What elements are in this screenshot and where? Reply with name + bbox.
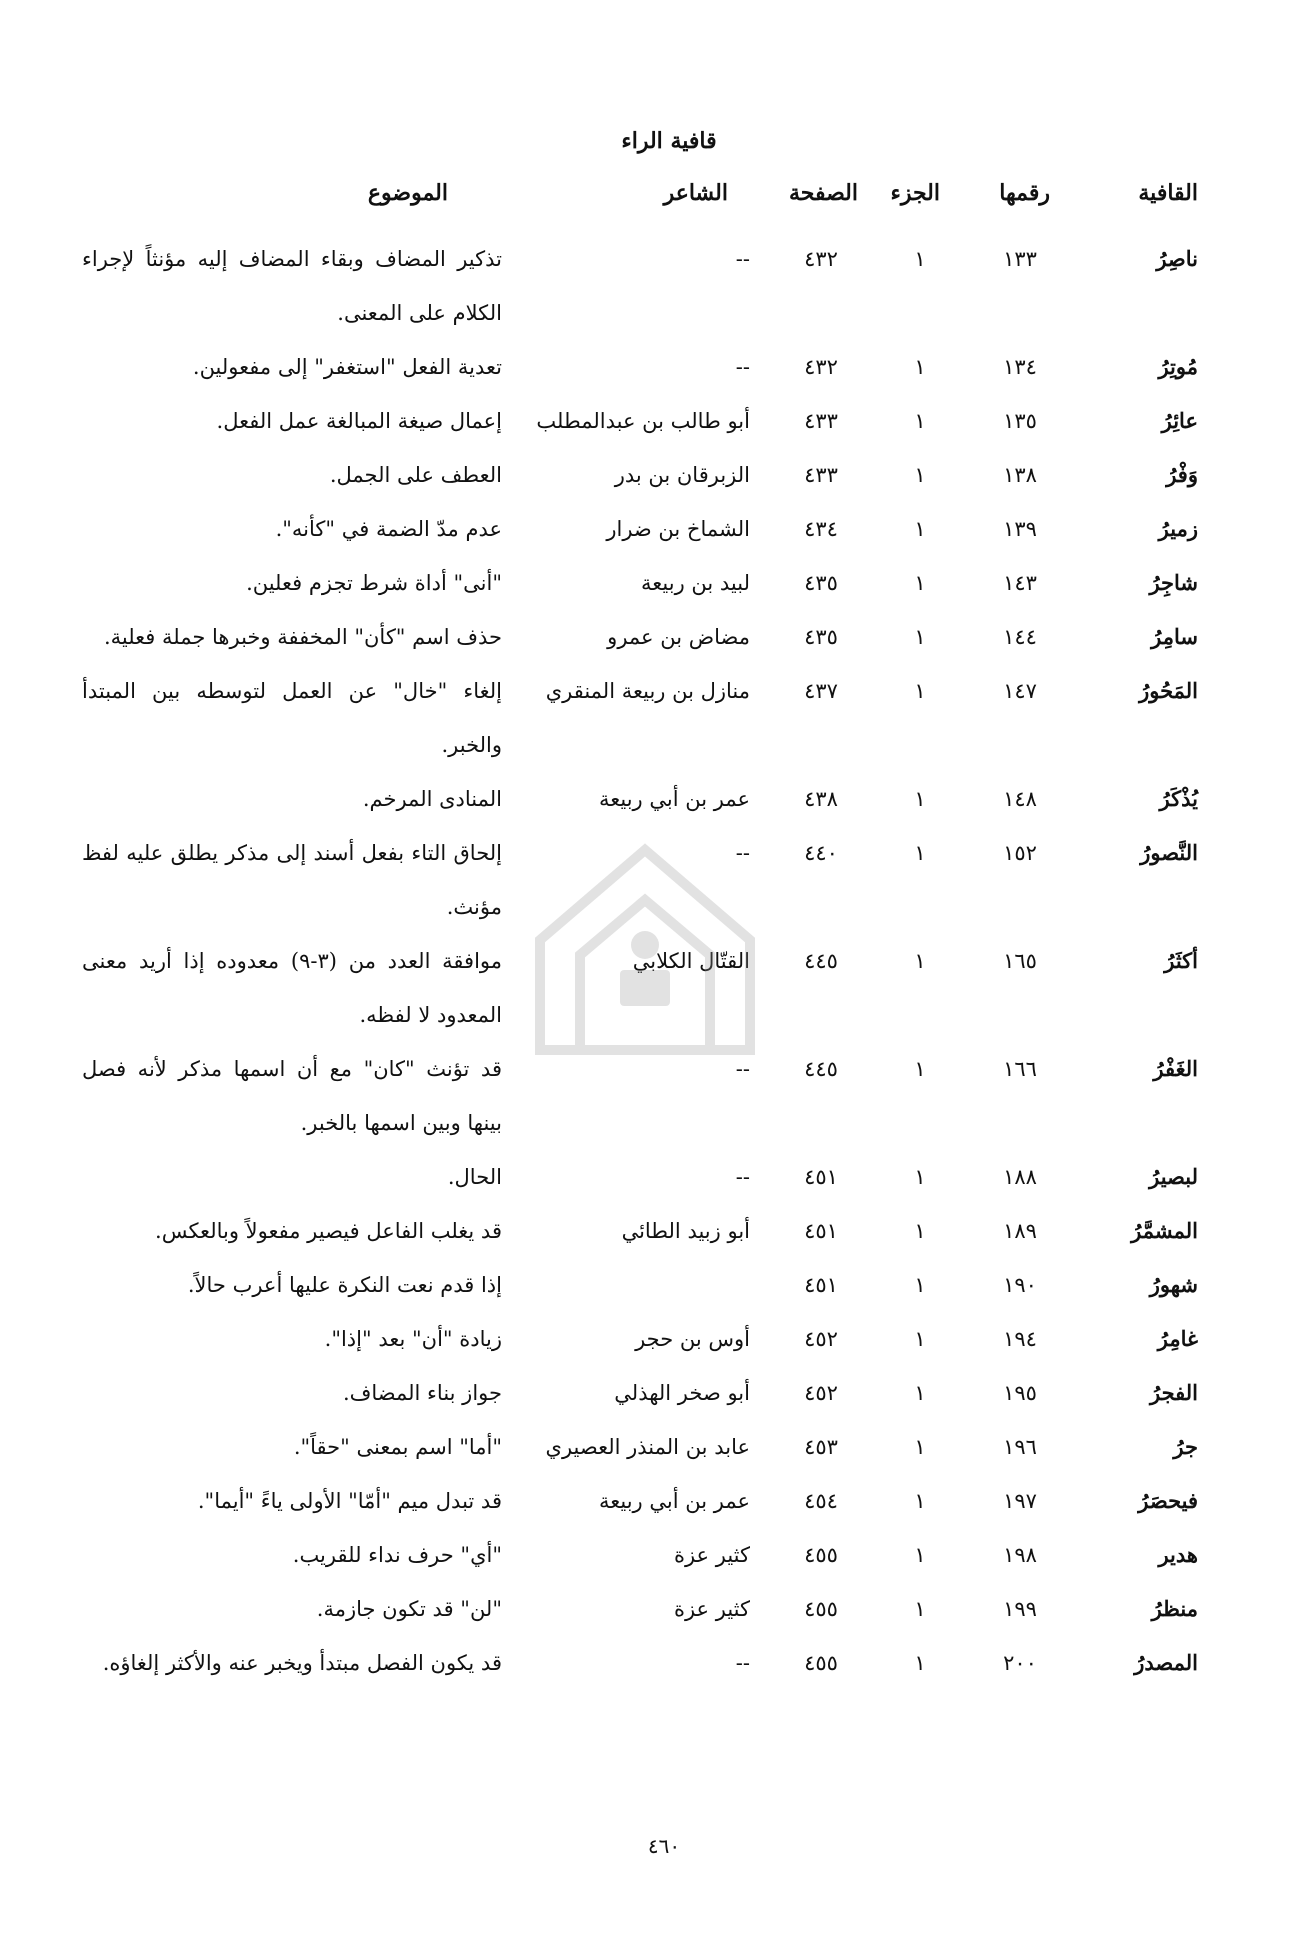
page-cell: ٤٤٥ <box>804 949 838 973</box>
number-cell: ١٣٩ <box>1003 517 1037 541</box>
page-cell: ٤٥٥ <box>804 1651 838 1675</box>
poet-cell: أبو صخر الهذلي <box>614 1381 750 1405</box>
table-row <box>0 610 1308 664</box>
header-number: رقمها <box>999 180 1050 206</box>
juz-cell: ١ <box>914 1597 926 1621</box>
table-row <box>0 556 1308 610</box>
number-cell: ١٩٤ <box>1003 1327 1037 1351</box>
topic-cell: "أنى" أداة شرط تجزم فعلين. <box>246 571 502 595</box>
juz-cell: ١ <box>914 1435 926 1459</box>
juz-cell: ١ <box>914 949 926 973</box>
juz-cell: ١ <box>914 1651 926 1675</box>
number-cell: ١٩٨ <box>1003 1543 1037 1567</box>
topic-cell: "أي" حرف نداء للقريب. <box>292 1543 502 1567</box>
page-cell: ٤٥١ <box>804 1219 838 1243</box>
juz-cell: ١ <box>914 247 926 271</box>
page-cell: ٤٣٣ <box>804 463 838 487</box>
juz-cell: ١ <box>914 679 926 703</box>
page-cell: ٤٥٤ <box>804 1489 838 1513</box>
poet-cell: الشماخ بن ضرار <box>606 517 750 541</box>
juz-cell: ١ <box>914 571 926 595</box>
page-cell: ٤٣٢ <box>804 355 838 379</box>
number-cell: ١٣٣ <box>1003 247 1037 271</box>
juz-cell: ١ <box>914 1057 926 1081</box>
qafiya-cell: ناصِرُ <box>1156 246 1198 271</box>
number-cell: ١٩٦ <box>1003 1435 1037 1459</box>
qafiya-cell: عائِرُ <box>1161 408 1198 433</box>
qafiya-cell: فيحصَرُ <box>1138 1488 1198 1513</box>
juz-cell: ١ <box>914 463 926 487</box>
poet-cell: مضاض بن عمرو <box>607 625 750 649</box>
page-cell: ٤٥٢ <box>804 1327 838 1351</box>
library-seal-icon <box>500 820 790 1070</box>
topic-cell: "لن" قد تكون جازمة. <box>316 1597 502 1621</box>
qafiya-cell: المشمَّرُ <box>1131 1218 1198 1243</box>
qafiya-cell: زميرُ <box>1158 516 1198 541</box>
poet-cell: القتّال الكلابي <box>632 949 750 973</box>
poet-cell: -- <box>735 1165 750 1189</box>
qafiya-cell: منظرُ <box>1151 1596 1198 1621</box>
topic-cell: "أما" اسم بمعنى "حقاً". <box>293 1435 502 1459</box>
table-row <box>0 1150 1308 1204</box>
poet-cell: لبيد بن ربيعة <box>641 571 750 595</box>
number-cell: ١٩٧ <box>1003 1489 1037 1513</box>
header-juz: الجزء <box>890 180 940 206</box>
juz-cell: ١ <box>914 517 926 541</box>
juz-cell: ١ <box>914 787 926 811</box>
table-row <box>0 1204 1308 1258</box>
number-cell: ١٩٩ <box>1003 1597 1037 1621</box>
page-cell: ٤٣٢ <box>804 247 838 271</box>
number-cell: ١٦٥ <box>1003 949 1037 973</box>
topic-cell: تذكير المضاف وبقاء المضاف إليه مؤنثاً لإجراء الكلام على المعنى. <box>82 247 502 325</box>
juz-cell: ١ <box>914 1381 926 1405</box>
number-cell: ١٤٤ <box>1003 625 1037 649</box>
qafiya-cell: سامِرُ <box>1151 624 1198 649</box>
poet-cell: -- <box>735 1651 750 1675</box>
table-row <box>0 1528 1308 1582</box>
page-cell: ٤٥٥ <box>804 1543 838 1567</box>
qafiya-cell: شاجِرُ <box>1149 570 1198 595</box>
table-row <box>0 1366 1308 1420</box>
table-row <box>0 1474 1308 1528</box>
number-cell: ١٩٥ <box>1003 1381 1037 1405</box>
table-row <box>0 448 1308 502</box>
poet-cell: أبو طالب بن عبدالمطلب <box>536 409 750 433</box>
qafiya-cell: المَحُورُ <box>1139 678 1198 703</box>
qafiya-cell: جرُ <box>1173 1434 1198 1459</box>
table-row <box>0 1636 1308 1690</box>
qafiya-cell: مُوتِرُ <box>1158 354 1198 379</box>
poet-cell: عابد بن المنذر العصيري <box>545 1435 750 1459</box>
poet-cell: كثير عزة <box>673 1543 750 1567</box>
page-cell: ٤٥٢ <box>804 1381 838 1405</box>
qafiya-cell: النَّصورُ <box>1140 840 1198 865</box>
header-topic: الموضوع <box>367 180 448 206</box>
juz-cell: ١ <box>914 1165 926 1189</box>
juz-cell: ١ <box>914 1219 926 1243</box>
qafiya-cell: الفجرُ <box>1150 1380 1198 1405</box>
page-number: ٤٦٠ <box>647 1834 681 1858</box>
poet-cell: أبو زبيد الطائي <box>621 1219 750 1243</box>
table-row <box>0 1582 1308 1636</box>
topic-cell: العطف على الجمل. <box>329 463 502 487</box>
page-cell: ٤٤٥ <box>804 1057 838 1081</box>
table-row <box>0 772 1308 826</box>
qafiya-cell: شهورُ <box>1149 1272 1198 1297</box>
topic-cell: الحال. <box>447 1165 502 1189</box>
table-row <box>0 1258 1308 1312</box>
topic-cell: إلحاق التاء بفعل أسند إلى مذكر يطلق عليه لفظ مؤنث. <box>82 841 502 919</box>
qafiya-cell: هدير <box>1158 1542 1198 1567</box>
poet-cell: -- <box>735 1057 750 1081</box>
poet-cell: الزبرقان بن بدر <box>614 463 750 487</box>
number-cell: ١٣٨ <box>1003 463 1037 487</box>
poet-cell: -- <box>735 841 750 865</box>
number-cell: ١٨٨ <box>1003 1165 1037 1189</box>
juz-cell: ١ <box>914 841 926 865</box>
qafiya-cell: وَفْرُ <box>1166 462 1198 487</box>
juz-cell: ١ <box>914 409 926 433</box>
qafiya-cell: يُذْكَرُ <box>1159 786 1198 811</box>
topic-cell: زيادة "أن" بعد "إذا". <box>324 1327 502 1351</box>
topic-cell: تعدية الفعل "استغفر" إلى مفعولين. <box>192 355 502 379</box>
number-cell: ١٦٦ <box>1003 1057 1037 1081</box>
topic-cell: موافقة العدد من (٣-٩) معدوده إذا أريد معنى المعدود لا لفظه. <box>82 949 502 1027</box>
topic-cell: قد تؤنث "كان" مع أن اسمها مذكر لأنه فصل بينها وبين اسمها بالخبر. <box>82 1057 502 1135</box>
qafiya-cell: لبصيرُ <box>1149 1164 1198 1189</box>
qafiya-cell: أكثَرُ <box>1164 948 1198 973</box>
page-cell: ٤٤٠ <box>804 841 838 865</box>
table-header <box>0 180 1308 220</box>
topic-cell: حذف اسم "كأن" المخففة وخبرها جملة فعلية. <box>103 625 502 649</box>
juz-cell: ١ <box>914 1489 926 1513</box>
table-row <box>0 340 1308 394</box>
topic-cell: قد يغلب الفاعل فيصير مفعولاً وبالعكس. <box>155 1219 502 1243</box>
table-row <box>0 394 1308 448</box>
table-row <box>0 232 1308 340</box>
topic-cell: إذا قدم نعت النكرة عليها أعرب حالاً. <box>187 1273 502 1297</box>
page-cell: ٤٣٤ <box>804 517 838 541</box>
header-poet: الشاعر <box>663 180 728 206</box>
juz-cell: ١ <box>914 1273 926 1297</box>
number-cell: ١٨٩ <box>1003 1219 1037 1243</box>
topic-cell: إلغاء "خال" عن العمل لتوسطه بين المبتدأ والخبر. <box>82 679 502 757</box>
qafiya-cell: المصدرُ <box>1134 1650 1198 1675</box>
page-cell: ٤٣٧ <box>804 679 838 703</box>
topic-cell: قد تبدل ميم "أمّا" الأولى ياءً "أيما". <box>197 1489 502 1513</box>
page-cell: ٤٥٣ <box>804 1435 838 1459</box>
topic-cell: المنادى المرخم. <box>362 787 502 811</box>
poet-cell: -- <box>735 247 750 271</box>
juz-cell: ١ <box>914 355 926 379</box>
juz-cell: ١ <box>914 625 926 649</box>
topic-cell: عدم مدّ الضمة في "كأنه". <box>275 517 502 541</box>
table-row <box>0 502 1308 556</box>
poet-cell: عمر بن أبي ربيعة <box>598 1489 750 1513</box>
page-cell: ٤٥٥ <box>804 1597 838 1621</box>
juz-cell: ١ <box>914 1327 926 1351</box>
header-qafiya: القافية <box>1138 180 1198 206</box>
number-cell: ١٤٧ <box>1003 679 1037 703</box>
topic-cell: إعمال صيغة المبالغة عمل الفعل. <box>216 409 502 433</box>
page-cell: ٤٣٥ <box>804 571 838 595</box>
page-cell: ٤٣٥ <box>804 625 838 649</box>
page-cell: ٤٣٣ <box>804 409 838 433</box>
number-cell: ١٣٤ <box>1003 355 1037 379</box>
poet-cell: كثير عزة <box>673 1597 750 1621</box>
number-cell: ١٥٢ <box>1003 841 1037 865</box>
page-cell: ٤٥١ <box>804 1273 838 1297</box>
number-cell: ١٩٠ <box>1003 1273 1037 1297</box>
juz-cell: ١ <box>914 1543 926 1567</box>
qafiya-cell: الغَفْرُ <box>1153 1056 1198 1081</box>
poet-cell: عمر بن أبي ربيعة <box>598 787 750 811</box>
header-page: الصفحة <box>788 180 858 206</box>
table-row <box>0 1312 1308 1366</box>
table-row <box>0 664 1308 772</box>
poet-cell: -- <box>735 355 750 379</box>
number-cell: ١٤٣ <box>1003 571 1037 595</box>
poet-cell: منازل بن ربيعة المنقري <box>545 679 750 703</box>
topic-cell: جواز بناء المضاف. <box>342 1381 502 1405</box>
qafiya-cell: غامِرُ <box>1157 1326 1198 1351</box>
number-cell: ١٤٨ <box>1003 787 1037 811</box>
table-row <box>0 1420 1308 1474</box>
page-title: قافية الراء <box>621 128 717 154</box>
page-cell: ٤٣٨ <box>804 787 838 811</box>
page-cell: ٤٥١ <box>804 1165 838 1189</box>
poet-cell: أوس بن حجر <box>635 1327 750 1351</box>
number-cell: ٢٠٠ <box>1003 1651 1037 1675</box>
number-cell: ١٣٥ <box>1003 409 1037 433</box>
topic-cell: قد يكون الفصل مبتدأ ويخبر عنه والأكثر إلغاؤه. <box>102 1651 502 1675</box>
